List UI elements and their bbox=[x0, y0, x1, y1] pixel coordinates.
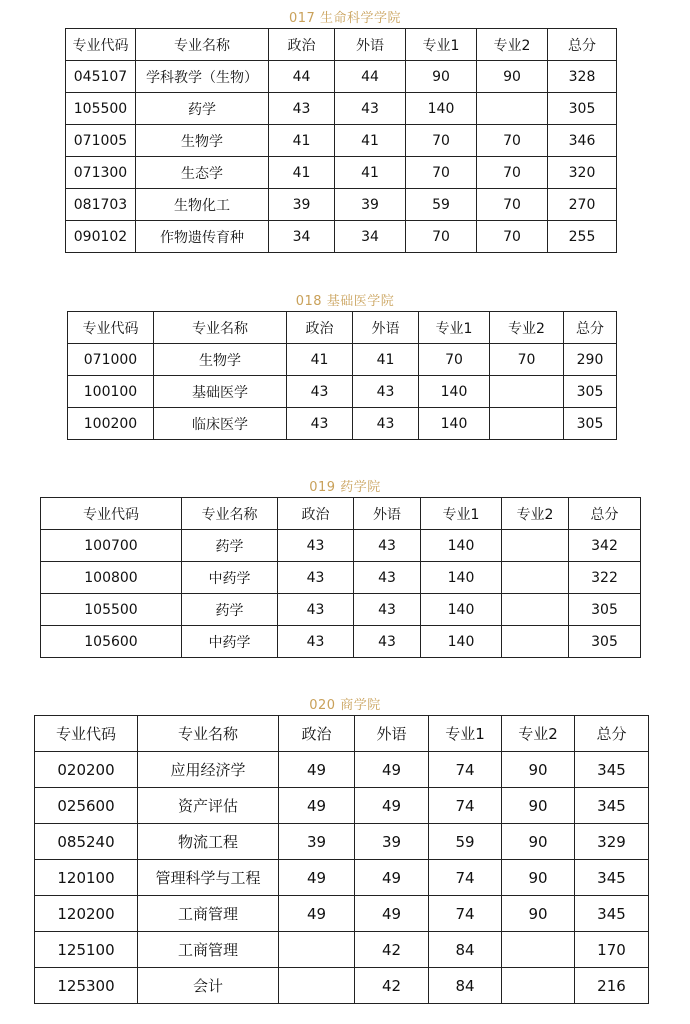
cell-politics: 41 bbox=[269, 157, 335, 189]
cell-major1: 140 bbox=[421, 626, 502, 658]
col-header-major2: 专业2 bbox=[502, 716, 575, 752]
table-row bbox=[41, 594, 641, 626]
cell-politics: 49 bbox=[279, 788, 355, 824]
table-row bbox=[35, 860, 649, 896]
col-header-language: 外语 bbox=[355, 716, 429, 752]
cell-politics: 49 bbox=[279, 896, 355, 932]
cell-code: 105500 bbox=[66, 93, 136, 125]
cell-major1: 74 bbox=[429, 896, 502, 932]
cell-language: 49 bbox=[355, 896, 429, 932]
cell-total: 305 bbox=[564, 408, 617, 440]
cell-name: 生物化工 bbox=[136, 189, 269, 221]
cell-name: 管理科学与工程 bbox=[138, 860, 279, 896]
col-header-major1: 专业1 bbox=[419, 312, 490, 344]
cell-language: 43 bbox=[353, 408, 419, 440]
cell-code: 125100 bbox=[35, 932, 138, 968]
cell-code: 100100 bbox=[68, 376, 154, 408]
cell-code: 105600 bbox=[41, 626, 182, 658]
cell-language: 42 bbox=[355, 932, 429, 968]
cell-name: 资产评估 bbox=[138, 788, 279, 824]
cell-total: 342 bbox=[569, 530, 641, 562]
cell-code: 085240 bbox=[35, 824, 138, 860]
cell-total: 305 bbox=[564, 376, 617, 408]
cell-code: 071005 bbox=[66, 125, 136, 157]
table-row bbox=[68, 344, 617, 376]
cell-major2: 70 bbox=[477, 189, 548, 221]
cell-politics: 43 bbox=[278, 626, 354, 658]
section-title-017: 017 生命科学学院 bbox=[289, 11, 401, 26]
section-title-018: 018 基础医学院 bbox=[295, 294, 395, 309]
cell-major1: 84 bbox=[429, 968, 502, 1004]
cell-name: 中药学 bbox=[182, 626, 278, 658]
cell-name: 生物学 bbox=[154, 344, 287, 376]
cell-code: 071000 bbox=[68, 344, 154, 376]
cell-language: 39 bbox=[355, 824, 429, 860]
cell-major2 bbox=[502, 530, 569, 562]
cell-total: 329 bbox=[575, 824, 649, 860]
cell-major2 bbox=[502, 562, 569, 594]
cell-name: 临床医学 bbox=[154, 408, 287, 440]
col-header-name: 专业名称 bbox=[154, 312, 287, 344]
cell-major1: 70 bbox=[406, 125, 477, 157]
cell-language: 43 bbox=[354, 530, 421, 562]
header-row bbox=[35, 716, 649, 752]
col-header-code: 专业代码 bbox=[41, 498, 182, 530]
table-row bbox=[66, 125, 617, 157]
cell-major2: 90 bbox=[502, 752, 575, 788]
cell-code: 100800 bbox=[41, 562, 182, 594]
cell-name: 生态学 bbox=[136, 157, 269, 189]
cell-total: 305 bbox=[548, 93, 617, 125]
col-header-language: 外语 bbox=[354, 498, 421, 530]
cell-politics: 43 bbox=[278, 562, 354, 594]
col-header-name: 专业名称 bbox=[138, 716, 279, 752]
cell-politics: 39 bbox=[279, 824, 355, 860]
cell-politics: 43 bbox=[287, 408, 353, 440]
cell-total: 345 bbox=[575, 860, 649, 896]
cell-major2: 90 bbox=[502, 896, 575, 932]
cell-total: 255 bbox=[548, 221, 617, 253]
cell-language: 41 bbox=[335, 157, 406, 189]
cell-politics: 34 bbox=[269, 221, 335, 253]
col-header-major2: 专业2 bbox=[490, 312, 564, 344]
table-body bbox=[35, 752, 649, 1004]
table-row bbox=[35, 788, 649, 824]
cell-code: 120100 bbox=[35, 860, 138, 896]
cell-politics bbox=[279, 932, 355, 968]
cell-major1: 70 bbox=[406, 157, 477, 189]
cell-major2: 70 bbox=[477, 125, 548, 157]
table-row bbox=[35, 968, 649, 1004]
table-row bbox=[66, 221, 617, 253]
cell-major1: 140 bbox=[419, 376, 490, 408]
table-body bbox=[41, 530, 641, 658]
cell-major2: 90 bbox=[502, 788, 575, 824]
col-header-major1: 专业1 bbox=[429, 716, 502, 752]
cell-major2 bbox=[502, 932, 575, 968]
cell-language: 43 bbox=[354, 594, 421, 626]
cell-name: 基础医学 bbox=[154, 376, 287, 408]
cell-politics: 44 bbox=[269, 61, 335, 93]
cell-major1: 140 bbox=[421, 594, 502, 626]
cell-major2 bbox=[502, 968, 575, 1004]
col-header-name: 专业名称 bbox=[136, 29, 269, 61]
cell-language: 49 bbox=[355, 788, 429, 824]
cell-politics: 39 bbox=[269, 189, 335, 221]
cell-code: 071300 bbox=[66, 157, 136, 189]
cell-language: 44 bbox=[335, 61, 406, 93]
cell-language: 43 bbox=[353, 376, 419, 408]
cell-code: 100200 bbox=[68, 408, 154, 440]
col-header-total: 总分 bbox=[575, 716, 649, 752]
cell-name: 生物学 bbox=[136, 125, 269, 157]
table-017 bbox=[65, 28, 617, 253]
cell-total: 345 bbox=[575, 788, 649, 824]
col-header-name: 专业名称 bbox=[182, 498, 278, 530]
cell-name: 药学 bbox=[182, 530, 278, 562]
col-header-total: 总分 bbox=[569, 498, 641, 530]
cell-major1: 140 bbox=[406, 93, 477, 125]
cell-code: 100700 bbox=[41, 530, 182, 562]
cell-major1: 84 bbox=[429, 932, 502, 968]
table-row bbox=[35, 752, 649, 788]
cell-major2: 90 bbox=[502, 860, 575, 896]
col-header-code: 专业代码 bbox=[35, 716, 138, 752]
col-header-major2: 专业2 bbox=[502, 498, 569, 530]
cell-code: 120200 bbox=[35, 896, 138, 932]
table-row bbox=[41, 562, 641, 594]
table-row bbox=[35, 932, 649, 968]
table-row bbox=[66, 157, 617, 189]
cell-politics: 41 bbox=[269, 125, 335, 157]
cell-major1: 140 bbox=[419, 408, 490, 440]
cell-code: 105500 bbox=[41, 594, 182, 626]
header-row bbox=[41, 498, 641, 530]
col-header-major2: 专业2 bbox=[477, 29, 548, 61]
cell-politics: 43 bbox=[278, 594, 354, 626]
cell-major2: 90 bbox=[477, 61, 548, 93]
cell-major1: 74 bbox=[429, 752, 502, 788]
cell-politics: 43 bbox=[278, 530, 354, 562]
table-row bbox=[35, 824, 649, 860]
cell-major1: 74 bbox=[429, 860, 502, 896]
table-020 bbox=[34, 715, 649, 1004]
table-header bbox=[66, 29, 617, 61]
cell-major1: 59 bbox=[429, 824, 502, 860]
col-header-total: 总分 bbox=[564, 312, 617, 344]
col-header-major1: 专业1 bbox=[421, 498, 502, 530]
col-header-politics: 政治 bbox=[278, 498, 354, 530]
cell-language: 43 bbox=[354, 626, 421, 658]
table-header bbox=[68, 312, 617, 344]
cell-name: 会计 bbox=[138, 968, 279, 1004]
cell-total: 345 bbox=[575, 752, 649, 788]
cell-language: 43 bbox=[335, 93, 406, 125]
cell-total: 320 bbox=[548, 157, 617, 189]
cell-language: 34 bbox=[335, 221, 406, 253]
cell-name: 药学 bbox=[136, 93, 269, 125]
col-header-politics: 政治 bbox=[269, 29, 335, 61]
col-header-language: 外语 bbox=[353, 312, 419, 344]
table-row bbox=[66, 189, 617, 221]
col-header-politics: 政治 bbox=[287, 312, 353, 344]
cell-major2: 70 bbox=[490, 344, 564, 376]
cell-code: 090102 bbox=[66, 221, 136, 253]
table-row bbox=[35, 896, 649, 932]
table-body bbox=[68, 344, 617, 440]
table-row bbox=[66, 61, 617, 93]
cell-major2 bbox=[502, 594, 569, 626]
cell-code: 081703 bbox=[66, 189, 136, 221]
table-row bbox=[41, 626, 641, 658]
cell-major1: 59 bbox=[406, 189, 477, 221]
cell-name: 中药学 bbox=[182, 562, 278, 594]
cell-major1: 90 bbox=[406, 61, 477, 93]
cell-total: 170 bbox=[575, 932, 649, 968]
cell-language: 43 bbox=[354, 562, 421, 594]
cell-politics: 49 bbox=[279, 752, 355, 788]
cell-total: 305 bbox=[569, 594, 641, 626]
cell-major2 bbox=[490, 408, 564, 440]
table-row bbox=[68, 376, 617, 408]
header-row bbox=[66, 29, 617, 61]
header-row bbox=[68, 312, 617, 344]
cell-total: 305 bbox=[569, 626, 641, 658]
col-header-total: 总分 bbox=[548, 29, 617, 61]
cell-name: 应用经济学 bbox=[138, 752, 279, 788]
cell-major2: 70 bbox=[477, 221, 548, 253]
table-018 bbox=[67, 311, 617, 440]
col-header-code: 专业代码 bbox=[68, 312, 154, 344]
cell-total: 270 bbox=[548, 189, 617, 221]
cell-politics bbox=[279, 968, 355, 1004]
cell-name: 工商管理 bbox=[138, 932, 279, 968]
cell-total: 328 bbox=[548, 61, 617, 93]
col-header-politics: 政治 bbox=[279, 716, 355, 752]
cell-major2 bbox=[477, 93, 548, 125]
cell-total: 290 bbox=[564, 344, 617, 376]
cell-major2: 70 bbox=[477, 157, 548, 189]
cell-major1: 70 bbox=[419, 344, 490, 376]
cell-language: 49 bbox=[355, 752, 429, 788]
cell-total: 346 bbox=[548, 125, 617, 157]
table-019 bbox=[40, 497, 641, 658]
table-header bbox=[41, 498, 641, 530]
cell-name: 作物遗传育种 bbox=[136, 221, 269, 253]
cell-politics: 41 bbox=[287, 344, 353, 376]
table-header bbox=[35, 716, 649, 752]
col-header-major1: 专业1 bbox=[406, 29, 477, 61]
table-row bbox=[66, 93, 617, 125]
cell-politics: 43 bbox=[269, 93, 335, 125]
cell-total: 345 bbox=[575, 896, 649, 932]
cell-language: 49 bbox=[355, 860, 429, 896]
cell-major1: 140 bbox=[421, 530, 502, 562]
table-body bbox=[66, 61, 617, 253]
cell-name: 学科教学（生物） bbox=[136, 61, 269, 93]
cell-name: 工商管理 bbox=[138, 896, 279, 932]
cell-total: 322 bbox=[569, 562, 641, 594]
cell-language: 41 bbox=[335, 125, 406, 157]
cell-language: 42 bbox=[355, 968, 429, 1004]
cell-code: 020200 bbox=[35, 752, 138, 788]
cell-major2 bbox=[490, 376, 564, 408]
cell-major1: 74 bbox=[429, 788, 502, 824]
table-row bbox=[41, 530, 641, 562]
cell-major1: 140 bbox=[421, 562, 502, 594]
section-title-020: 020 商学院 bbox=[309, 698, 381, 713]
cell-total: 216 bbox=[575, 968, 649, 1004]
cell-language: 39 bbox=[335, 189, 406, 221]
col-header-code: 专业代码 bbox=[66, 29, 136, 61]
cell-code: 025600 bbox=[35, 788, 138, 824]
cell-major2 bbox=[502, 626, 569, 658]
cell-name: 物流工程 bbox=[138, 824, 279, 860]
cell-politics: 43 bbox=[287, 376, 353, 408]
col-header-language: 外语 bbox=[335, 29, 406, 61]
cell-name: 药学 bbox=[182, 594, 278, 626]
cell-major2: 90 bbox=[502, 824, 575, 860]
cell-code: 045107 bbox=[66, 61, 136, 93]
table-row bbox=[68, 408, 617, 440]
cell-politics: 49 bbox=[279, 860, 355, 896]
cell-code: 125300 bbox=[35, 968, 138, 1004]
cell-major1: 70 bbox=[406, 221, 477, 253]
cell-language: 41 bbox=[353, 344, 419, 376]
section-title-019: 019 药学院 bbox=[309, 480, 381, 495]
